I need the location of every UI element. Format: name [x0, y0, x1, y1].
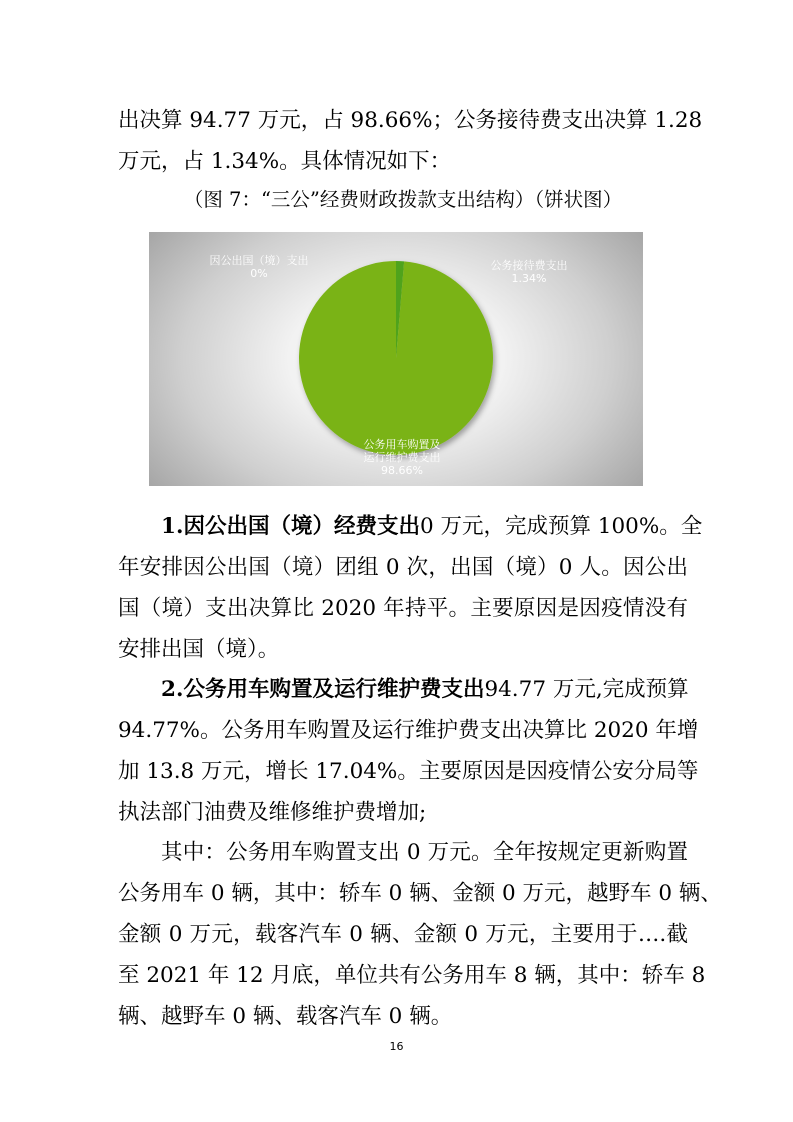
text-line: 国（境）支出决算比 2020 年持平。主要原因是因疫情没有: [118, 596, 688, 621]
slice-label-value: 98.66%: [381, 464, 423, 477]
pie-slice-vehicles: [299, 261, 493, 455]
text-line: 金额 0 万元，载客汽车 0 辆、金额 0 万元，主要用于….截: [118, 922, 688, 947]
text-line: 辆、越野车 0 辆、载客汽车 0 辆。: [118, 1004, 453, 1029]
section-vehicle-purchase: [118, 832, 722, 1037]
text-line: [118, 669, 688, 710]
text-line: [118, 506, 703, 547]
page-number: 16: [389, 1040, 404, 1053]
text-line: 94.77%。公务用车购置及运行维护费支出决算比 2020 年增: [118, 718, 699, 743]
legend-label-vehicles: [322, 438, 482, 477]
slice-label-value: 1.34%: [511, 272, 547, 285]
slice-label-name: 公务用车购置及: [363, 438, 441, 451]
slice-label-name: 因公出国（境）支出: [209, 254, 309, 267]
text-line: 加 13.8 万元，增长 17.04%。主要原因是因疫情公安分局等: [118, 759, 699, 784]
section-vehicles: [118, 669, 699, 833]
legend-label-overseas: [179, 254, 339, 280]
text-line: 执法部门油费及维修维护费增加;: [118, 800, 427, 825]
figure-caption: （图 7：“三公”经费财政拨款支出结构）（饼状图）: [183, 188, 623, 211]
section-overseas: [118, 506, 703, 670]
text-span: 0 万元，完成预算 100%。全: [419, 514, 703, 539]
pie-chart: [149, 232, 643, 486]
text-line: 其中：公务用车购置支出 0 万元。全年按规定更新购置: [161, 840, 688, 865]
text-line: 万元，占 1.34%。具体情况如下：: [118, 149, 452, 174]
text-line: 安排出国（境）。: [118, 637, 280, 662]
text-line: 出决算 94.77 万元，占 98.66%；公务接待费支出决算 1.28: [118, 108, 703, 133]
slice-label-name: 公务接待费支出: [490, 259, 568, 272]
slice-label-name: 运行维护费支出: [363, 451, 441, 464]
section-heading: 2.公务用车购置及运行维护费支出: [161, 677, 485, 702]
legend-label-reception: [449, 259, 609, 285]
slice-label-value: 0%: [250, 267, 268, 280]
text-line: 至 2021 年 12 月底，单位共有公务用车 8 辆，其中：轿车 8: [118, 963, 706, 988]
intro-paragraph: [118, 100, 703, 182]
section-heading: 1.因公出国（境）经费支出: [161, 514, 420, 539]
text-line: 年安排因公出国（境）团组 0 次，出国（境）0 人。因公出: [118, 555, 688, 580]
text-line: 公务用车 0 辆，其中：轿车 0 辆、金额 0 万元，越野车 0 辆、: [118, 881, 722, 906]
text-span: 94.77 万元,完成预算: [484, 677, 689, 702]
